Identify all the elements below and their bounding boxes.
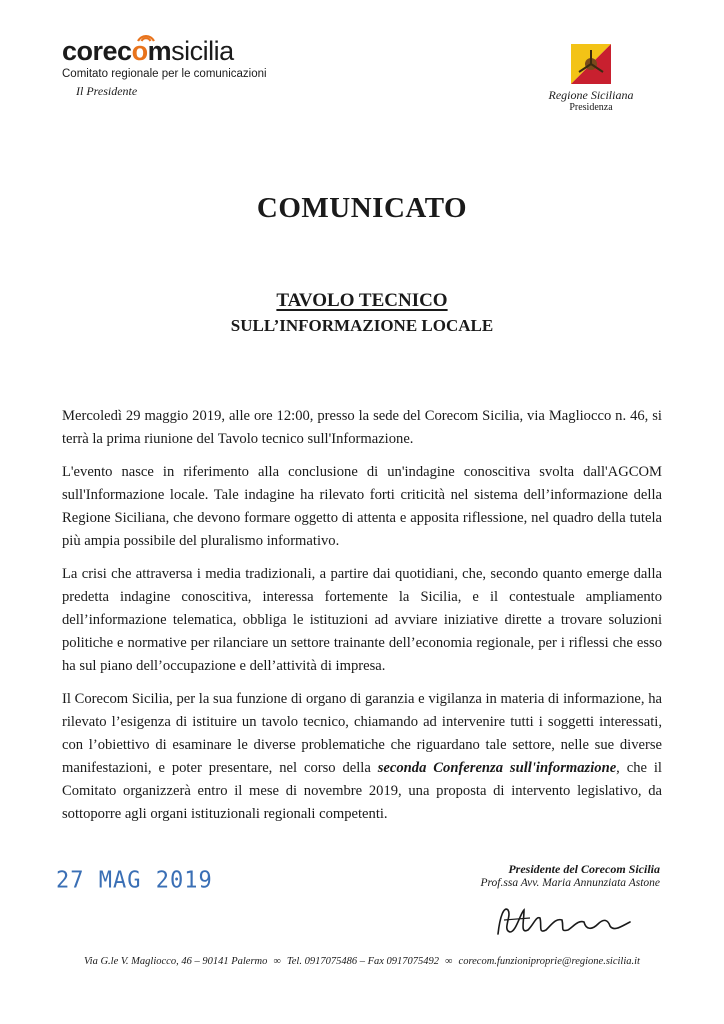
handwritten-signature (490, 896, 640, 942)
paragraph-1: Mercoledì 29 maggio 2019, alle ore 12:00, presso la sede del Corecom Sicilia, via Magliocco n. 46, si terrà la prima riunione del Tavolo tecnico sull'Informazione. (62, 408, 662, 447)
paragraph-3: La crisi che attraversa i media tradizionali, a partire dai quotidiani, che, secondo quanto emerge dalla predetta indagine conoscitiva, interessa fortemente la Sicilia, e il contestuale ampliamento dell’informazione telematica, obbliga le istituzioni ad avviare iniziative dirette a trovare soluzioni politiche e normative per rilanciare un settore trainante dell’economia regionale, per i riflessi che esso ha sul piano dell’occupazione e dell’attività di impresa. (62, 566, 662, 674)
conference-emphasis: seconda Conferenza sull'informazione (377, 760, 617, 776)
document-body (62, 405, 662, 836)
paragraph-2: L'evento nasce in riferimento alla conclusione di un'indagine conoscitiva svolta dall'AGCOM sull'Informazione locale. Tale indagine ha rilevato forti criticità nel sistema dell’informazione della Regione Siciliana, che devono formare oggetto di attenta e apposita riflessione, nel quadro della tutela più ampia possibile del pluralismo informativo. (62, 464, 662, 549)
footer-phone: Tel. 0917075486 – Fax 0917075492 (286, 956, 440, 967)
subtitle-line-2: SULL’INFORMAZIONE LOCALE (230, 316, 494, 335)
document-title: COMUNICATO (256, 192, 468, 224)
signature-block (440, 862, 660, 942)
region-name: Regione Siciliana (548, 88, 634, 102)
logo-subtitle: Comitato regionale per le comunicazioni (62, 68, 267, 80)
footer-separator: ∞ (445, 956, 453, 967)
corecom-logo (62, 36, 322, 98)
logo-wordmark: corecomsicilia (62, 36, 322, 66)
signatory-name: Prof.ssa Avv. Maria Annunziata Astone (480, 877, 660, 889)
region-sub: Presidenza (569, 102, 613, 113)
trinacria-emblem-icon (571, 44, 611, 84)
logo-role: Il Presidente (76, 84, 138, 98)
footer-separator: ∞ (273, 956, 281, 967)
regione-header (516, 44, 666, 114)
date-stamp: 27 MAG 2019 (56, 867, 213, 894)
signatory-title: Presidente del Corecom Sicilia (508, 862, 660, 876)
footer (0, 956, 724, 967)
footer-address: Via G.le V. Magliocco, 46 – 90141 Palermo (84, 956, 268, 967)
footer-email: corecom.funzioniproprie@regione.sicilia.it (458, 956, 640, 967)
signal-waves-icon (135, 29, 157, 43)
paragraph-4: Il Corecom Sicilia, per la sua funzione di organo di garanzia e vigilanza in materia di informazione, ha rilevato l’esigenza di istituire un tavolo tecnico, chiamando ad intervenire tutti i soggetti interessati, con l’obiettivo di esaminare le diverse problematiche che riguardano tale settore, nelle sue diverse manifestazioni, e poter presentare, nel corso della seconda Conferenza sull'informazione, che il Comitato organizzerà entro il mese di novembre 2019, una proposta di intervento legislativo, da sottoporre agli organi istituzionali regionali competenti. (62, 691, 662, 822)
subtitle-line-1: TAVOLO TECNICO (276, 290, 448, 311)
